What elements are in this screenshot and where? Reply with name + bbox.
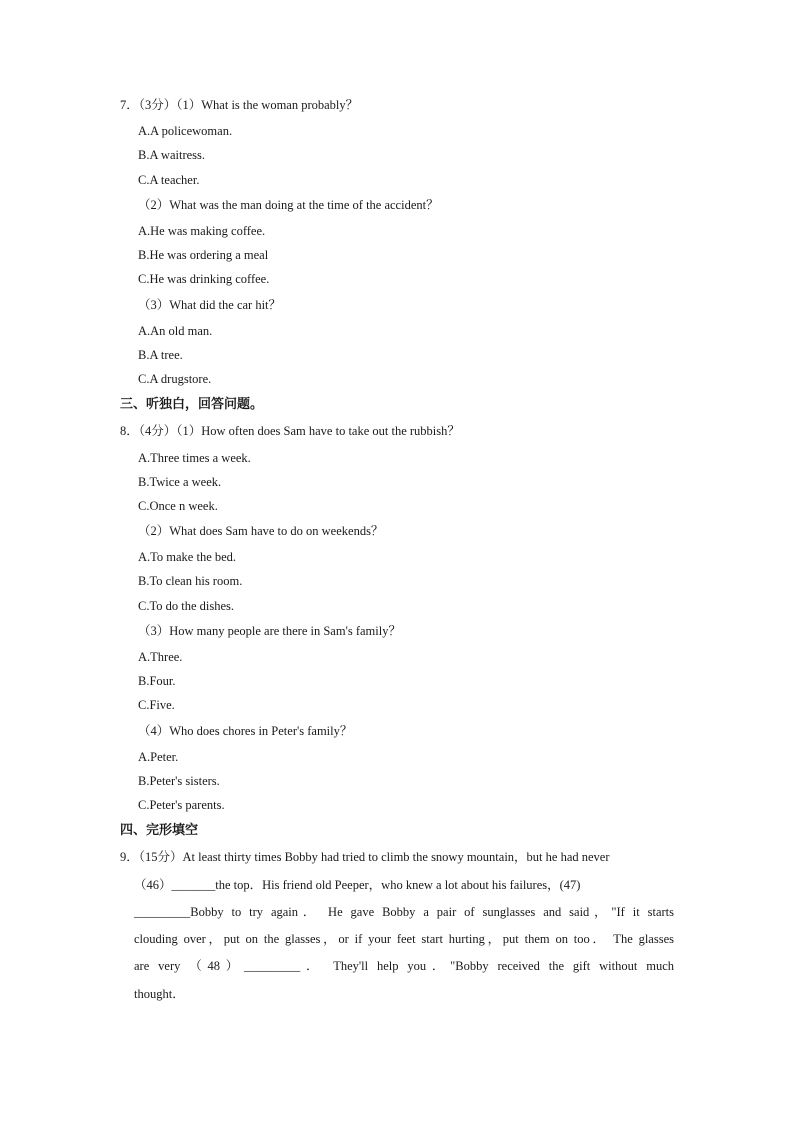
q8-3-option-a: A.Three. — [138, 650, 183, 664]
q7-stem: 7．（3分）（1）What is the woman probably？ — [120, 98, 359, 112]
q9-line-1: 9．（15分）At least thirty times Bobby had tried to climb the snowy mountain，but he had never — [120, 850, 610, 864]
q8-4-option-b: B.Peter's sisters. — [138, 774, 220, 788]
q8-2-option-b: B.To clean his room. — [138, 574, 243, 588]
q8-4-option-a: A.Peter. — [138, 750, 179, 764]
q7-3-option-b: B.A tree. — [138, 348, 183, 362]
q8-2-option-a: A.To make the bed. — [138, 550, 237, 564]
q8-sub2: （2）What does Sam have to do on weekends？ — [138, 524, 384, 538]
q8-2-option-c: C.To do the dishes. — [138, 599, 234, 613]
q9-line-6: thought． — [134, 987, 185, 1001]
q8-1-option-b: B.Twice a week. — [138, 475, 222, 489]
q7-sub2: （2）What was the man doing at the time of the accident？ — [138, 198, 439, 212]
q7-2-option-b: B.He was ordering a meal — [138, 248, 269, 262]
q8-sub4: （4）Who does chores in Peter's family？ — [138, 724, 353, 738]
q9-line-4: clouding over，put on the glasses，or if your feet start hurting，put them on too． The glasses — [134, 932, 674, 946]
q8-3-option-b: B.Four. — [138, 674, 176, 688]
q7-2-option-a: A.He was making coffee. — [138, 224, 266, 238]
q7-1-option-c: C.A teacher. — [138, 173, 200, 187]
section-4-heading: 四、完形填空 — [120, 822, 199, 837]
q8-4-option-c: C.Peter's parents. — [138, 798, 225, 812]
section-3-heading: 三、听独白，回答问题。 — [120, 396, 264, 411]
q8-stem: 8．（4分）（1）How often does Sam have to take out the rubbish？ — [120, 424, 460, 438]
q8-3-option-c: C.Five. — [138, 698, 175, 712]
q8-sub3: （3）How many people are there in Sam's family？ — [138, 624, 401, 638]
q7-3-option-c: C.A drugstore. — [138, 372, 212, 386]
q9-line-2: （46）_______the top．His friend old Peeper，who knew a lot about his failures，(47) — [134, 878, 581, 892]
q7-sub3: （3）What did the car hit？ — [138, 298, 282, 312]
q7-2-option-c: C.He was drinking coffee. — [138, 272, 270, 286]
q7-1-option-a: A.A policewoman. — [138, 124, 233, 138]
q8-1-option-c: C.Once n week. — [138, 499, 218, 513]
q7-1-option-b: B.A waitress. — [138, 148, 206, 162]
q7-3-option-a: A.An old man. — [138, 324, 213, 338]
q9-line-5: are very （48）_________． They'll help you．"Bobby received the gift without much — [134, 959, 674, 973]
q8-1-option-a: A.Three times a week. — [138, 451, 251, 465]
q9-line-3: _________Bobby to try again． He gave Bobby a pair of sunglasses and said，"If it starts — [134, 905, 674, 919]
